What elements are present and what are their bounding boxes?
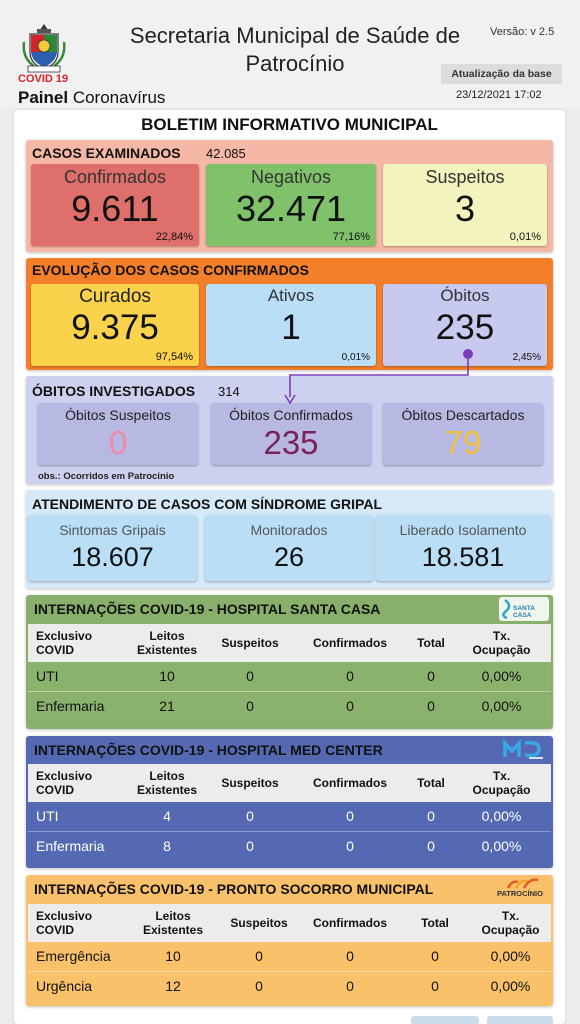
base-update-button[interactable]: Atualização da base: [441, 64, 562, 84]
bottom-nav-button[interactable]: [411, 1016, 479, 1024]
cell-total: 0: [427, 697, 435, 714]
col-tx-ocupacao: Tx. Ocupação: [472, 769, 531, 797]
table-row: [28, 971, 551, 1000]
table-header-row: [28, 764, 551, 802]
cell-total: 0: [431, 977, 439, 994]
covid-tag: COVID 19: [18, 73, 69, 85]
tile-label: Sintomas Gripais: [59, 522, 166, 538]
cell-tipo: Emergência: [36, 948, 111, 965]
col-suspeitos: Suspeitos: [221, 776, 279, 790]
tile-pct: 22,84%: [155, 231, 193, 243]
tile-label: Óbitos Confirmados: [229, 407, 353, 423]
cell-tx: 0,00%: [490, 977, 531, 994]
table-header-row: [28, 904, 551, 942]
tile-label: Negativos: [250, 167, 332, 187]
tile-confirmados[interactable]: [31, 164, 199, 246]
cell-suspeitos: 0: [255, 977, 263, 994]
connector-arrow-icon: [280, 345, 480, 407]
cell-tx: 0,00%: [481, 837, 522, 854]
tile-value: 32.471: [235, 188, 347, 229]
tile-liberado-isolamento[interactable]: [376, 515, 550, 581]
cell-total: 0: [427, 808, 435, 825]
tile-pct: 77,16%: [332, 231, 370, 243]
cell-confirmados: 0: [346, 948, 354, 965]
col-total: Total: [417, 776, 445, 790]
pronto-socorro-title: INTERNAÇÕES COVID-19 - PRONTO SOCORRO MUNICIPAL: [34, 881, 434, 897]
obitos-investigados-title: ÓBITOS INVESTIGADOS: [32, 383, 196, 399]
patrocinio-logo-icon: [494, 876, 548, 890]
cell-leitos: 21: [159, 697, 175, 714]
cell-confirmados: 0: [346, 697, 354, 714]
cell-confirmados: 0: [346, 668, 354, 685]
tile-sintomas-gripais[interactable]: [28, 515, 197, 581]
obitos-investigados-total: 314: [218, 384, 240, 399]
patrocinio-logo: [494, 876, 548, 902]
col-total: Total: [417, 636, 445, 650]
cell-tipo: Urgência: [36, 977, 93, 994]
tile-value: 0: [108, 424, 128, 461]
col-suspeitos: Suspeitos: [230, 916, 288, 930]
table-row: [28, 802, 551, 831]
painel-rest: Coronavírus: [68, 88, 166, 107]
cell-suspeitos: 0: [246, 808, 254, 825]
cell-suspeitos: 0: [246, 837, 254, 854]
tile-pct: 2,45%: [512, 352, 541, 363]
tile-value: 235: [263, 424, 319, 461]
cell-leitos: 4: [163, 808, 171, 825]
cell-leitos: 10: [165, 948, 181, 965]
pronto-socorro-table: [28, 904, 551, 1001]
tile-label: Óbitos: [440, 286, 490, 305]
casos-examinados-title: CASOS EXAMINADOS: [32, 145, 181, 161]
tile-value: 26: [273, 542, 305, 572]
tile-value: 18.607: [71, 542, 154, 572]
cell-confirmados: 0: [346, 808, 354, 825]
col-leitos: Leitos Existentes: [136, 629, 198, 657]
table-header-row: [28, 624, 551, 662]
version-label: Versão: v 2.5: [490, 26, 555, 38]
col-tx-ocupacao: Tx. Ocupação: [472, 629, 531, 657]
tile-label: Curados: [79, 286, 151, 307]
tile-value: 9.375: [71, 308, 159, 347]
tile-obitos-descartados[interactable]: [383, 403, 543, 465]
tile-label: Ativos: [267, 286, 315, 305]
evolucao-title: EVOLUÇÃO DOS CASOS CONFIRMADOS: [32, 262, 309, 278]
tile-obitos-suspeitos[interactable]: [38, 403, 198, 465]
base-update-date: 23/12/2021 17:02: [456, 89, 542, 101]
tile-value: 79: [444, 424, 482, 461]
tile-label: Liberado Isolamento: [399, 522, 527, 538]
tile-negativos[interactable]: [206, 164, 376, 246]
cell-leitos: 8: [163, 837, 171, 854]
painel-label: [18, 88, 165, 108]
cell-total: 0: [427, 837, 435, 854]
table-row: [28, 831, 551, 860]
patrocinio-logo-text: PATROCÍNIO: [497, 889, 543, 898]
table-row: [28, 662, 551, 691]
santa-casa-table: [28, 624, 551, 721]
cell-suspeitos: 0: [255, 948, 263, 965]
cell-tipo: UTI: [36, 668, 59, 685]
tile-pct: 0,01%: [509, 231, 541, 243]
col-confirmados: Confirmados: [312, 916, 387, 930]
santa-casa-logo-text: SANTA CASA: [513, 605, 535, 619]
col-leitos: Leitos Existentes: [142, 909, 204, 937]
cell-confirmados: 0: [346, 837, 354, 854]
cell-confirmados: 0: [346, 977, 354, 994]
cell-tx: 0,00%: [490, 948, 531, 965]
cell-tx: 0,00%: [481, 668, 522, 685]
med-center-table: [28, 764, 551, 861]
med-center-logo-icon: [503, 737, 545, 761]
obs-note: obs.: Ocorridos em Patrocínio: [38, 471, 175, 482]
tile-suspeitos[interactable]: [383, 164, 547, 246]
tile-curados[interactable]: [31, 284, 199, 366]
tile-pct: 0,01%: [341, 352, 370, 363]
col-total: Total: [421, 916, 449, 930]
cell-tipo: Enfermaria: [36, 837, 105, 854]
santa-casa-logo: [499, 597, 549, 621]
tile-value: 18.581: [421, 542, 505, 572]
tile-label: Confirmados: [63, 167, 167, 187]
cell-total: 0: [427, 668, 435, 685]
tile-obitos-confirmados[interactable]: [211, 403, 371, 465]
col-leitos: Leitos Existentes: [136, 769, 198, 797]
tile-value: 3: [454, 188, 476, 229]
col-exclusivo: Exclusivo COVID: [36, 629, 93, 657]
table-row: [28, 691, 551, 720]
cell-total: 0: [431, 948, 439, 965]
patrocinio-coat-of-arms-logo: [20, 22, 68, 74]
tile-label: Óbitos Suspeitos: [65, 407, 171, 423]
tile-label: Monitorados: [250, 522, 328, 538]
casos-examinados-total: 42.085: [206, 146, 246, 161]
cell-suspeitos: 0: [246, 697, 254, 714]
tile-value: 9.611: [71, 188, 159, 229]
cell-leitos: 12: [165, 977, 181, 994]
tile-label: Suspeitos: [425, 167, 505, 187]
bottom-nav-button[interactable]: [487, 1016, 553, 1024]
page-title: Secretaria Municipal de Saúde de Patrocínio: [129, 23, 461, 76]
santa-casa-title: INTERNAÇÕES COVID-19 - HOSPITAL SANTA CASA: [34, 601, 381, 617]
tile-pct: 97,54%: [155, 351, 193, 363]
cell-suspeitos: 0: [246, 668, 254, 685]
tile-monitorados[interactable]: [205, 515, 373, 581]
col-tx-ocupacao: Tx. Ocupação: [481, 909, 540, 937]
col-confirmados: Confirmados: [312, 776, 387, 790]
painel-bold: Painel: [18, 88, 69, 107]
cell-tx: 0,00%: [481, 808, 522, 825]
tile-value: 235: [435, 308, 495, 347]
cell-leitos: 10: [159, 668, 175, 685]
col-confirmados: Confirmados: [312, 636, 387, 650]
sindrome-gripal-title: ATENDIMENTO DE CASOS COM SÍNDROME GRIPAL: [32, 496, 383, 512]
table-row: [28, 942, 551, 971]
col-suspeitos: Suspeitos: [221, 636, 279, 650]
cell-tipo: Enfermaria: [36, 697, 105, 714]
tile-value: 1: [281, 308, 301, 347]
bulletin-title: BOLETIM INFORMATIVO MUNICIPAL: [141, 115, 438, 134]
tile-label: Óbitos Descartados: [401, 407, 525, 423]
cell-tipo: UTI: [36, 808, 59, 825]
cell-tx: 0,00%: [481, 697, 522, 714]
med-center-title: INTERNAÇÕES COVID-19 - HOSPITAL MED CENTER: [34, 742, 383, 758]
col-exclusivo: Exclusivo COVID: [36, 909, 93, 937]
col-exclusivo: Exclusivo COVID: [36, 769, 93, 797]
